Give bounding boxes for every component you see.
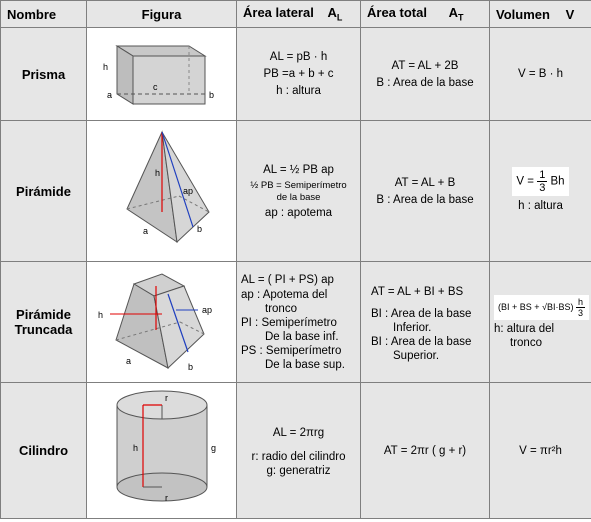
frustum-total-area — [361, 262, 490, 383]
cylinder-label-r-top: r — [164, 393, 168, 403]
frustum-apothem-note: ap : Apotema del — [241, 289, 328, 301]
pyramid-semiperimeter-note-2: de la base — [276, 191, 321, 203]
header-area-total — [361, 1, 490, 28]
header-area-lateral-label: Área lateral — [243, 5, 314, 21]
row-piramide — [1, 121, 591, 262]
prism-volume-formula: V = B · h — [517, 68, 564, 80]
row-name: Pirámide Truncada — [1, 262, 87, 383]
pyramid-label-ap: ap — [182, 185, 193, 196]
cylinder-volume-formula: V = πr²h — [519, 444, 562, 457]
frustum-volume-formula — [494, 295, 589, 320]
prism-lateral-area — [237, 28, 361, 121]
cylinder-illustration — [97, 385, 227, 511]
header-volumen-label: Volumen — [496, 6, 550, 22]
frustum-volume-fraction — [576, 297, 585, 318]
frustum-height-note-2: tronco — [510, 336, 542, 349]
frustum-label-a: a — [125, 355, 131, 366]
frustum-label-ap: ap — [201, 304, 212, 315]
prism-label-a: a — [106, 89, 112, 100]
frustum-ps-note-2: De la base sup. — [265, 359, 345, 371]
prism-label-c: c — [152, 81, 157, 92]
row-name: Pirámide — [1, 121, 87, 262]
prism-label-b: b — [208, 89, 214, 100]
header-row — [1, 1, 591, 28]
header-area-lateral-symbol: $A_L$ — [327, 5, 343, 23]
frustum-total-formula: AT = AL + BI + BS — [371, 285, 464, 298]
frustum-height-note: h: altura del — [494, 322, 555, 335]
pyramid-label-b: b — [196, 223, 202, 234]
cylinder-generatrix-note: g: generatriz — [266, 465, 331, 477]
row-prisma — [1, 28, 591, 121]
frustum-pi-note: PI : Semiperímetro — [241, 317, 337, 329]
cylinder-lateral-area — [237, 383, 361, 519]
prism-label-h: h — [102, 61, 108, 72]
prism-total-area — [361, 28, 490, 121]
cylinder-radius-note: r: radio del cilindro — [251, 451, 346, 463]
pyramid-volume-formula — [512, 167, 568, 196]
row-cilindro — [1, 383, 591, 519]
prism-lateral-formula: AL = pB · h — [269, 51, 328, 63]
header-area-total-label: Área total — [367, 5, 427, 21]
frustum-base-inf-note: BI : Area de la base — [371, 307, 472, 320]
pyramid-volume-lhs: V = — [516, 175, 534, 188]
pyramid-volume-fraction — [537, 169, 547, 194]
row-name: Cilindro — [1, 383, 87, 519]
fraction-denominator: 3 — [539, 181, 546, 194]
prism-volume — [490, 28, 591, 121]
frustum-label-b: b — [187, 361, 193, 372]
pyramid-height-note: h : altura — [518, 199, 563, 212]
frustum-illustration — [92, 264, 232, 376]
pyramid-total-formula: AT = AL + B — [394, 176, 456, 189]
frustum-base-sup-note-2: Superior. — [393, 349, 440, 362]
row-name: Prisma — [1, 28, 87, 121]
prism-total-formula: AT = AL + 2B — [391, 59, 459, 72]
cylinder-volume — [490, 383, 591, 519]
frustum-lateral-formula: AL = ( PI + PS) ap — [241, 274, 334, 286]
frustum-volume-bases: (BI + BS + √BI·BS) — [498, 301, 574, 312]
cylinder-total-formula: AT = 2πr ( g + r) — [383, 444, 467, 457]
header-nombre: Nombre — [1, 1, 87, 28]
pyramid-figure — [87, 121, 237, 262]
pyramid-apothem-note: ap : apotema — [264, 206, 333, 219]
cylinder-label-h: h — [132, 443, 138, 453]
header-figura: Figura — [87, 1, 237, 28]
frustum-label-h: h — [97, 309, 103, 320]
cylinder-label-g: g — [210, 443, 216, 453]
row-piramide-truncada — [1, 262, 591, 383]
header-volumen — [490, 1, 591, 28]
frustum-base-sup-note: BI : Area de la base — [371, 335, 472, 348]
pyramid-label-h: h — [154, 167, 160, 178]
fraction-numerator: 1 — [539, 168, 546, 181]
frustum-pi-note-2: De la base inf. — [265, 331, 339, 343]
pyramid-lateral-area — [237, 121, 361, 262]
header-volumen-symbol: V — [565, 6, 575, 22]
header-area-total-symbol: $A_T$ — [448, 5, 464, 23]
pyramid-volume — [490, 121, 591, 262]
prism-figure — [87, 28, 237, 121]
frustum-apothem-note-2: tronco — [265, 303, 297, 315]
prism-base-note: B : Area de la base — [376, 76, 474, 89]
cylinder-lateral-formula: AL = 2πrg — [272, 427, 325, 439]
pyramid-illustration — [97, 124, 227, 254]
pyramid-total-area — [361, 121, 490, 262]
frustum-volume — [490, 262, 591, 383]
pyramid-label-a: a — [142, 225, 148, 236]
fraction-denominator: 3 — [577, 307, 583, 318]
cylinder-label-r-bottom: r — [164, 493, 168, 503]
frustum-base-inf-note-2: Inferior. — [393, 321, 432, 334]
pyramid-lateral-formula: AL = ½ PB ap — [263, 163, 334, 176]
frustum-figure — [87, 262, 237, 383]
prism-height-note: h : altura — [276, 85, 321, 97]
fraction-numerator: h — [577, 296, 583, 307]
cylinder-total-area — [361, 383, 490, 519]
header-area-lateral — [237, 1, 361, 28]
pyramid-volume-rhs: Bh — [550, 175, 565, 188]
cylinder-figure — [87, 383, 237, 519]
frustum-lateral-area — [237, 262, 361, 383]
frustum-ps-note: PS : Semiperímetro — [241, 345, 342, 357]
prism-illustration — [97, 32, 227, 112]
pyramid-semiperimeter-note: ½ PB = Semiperímetro — [250, 179, 347, 191]
pyramid-base-note: B : Area de la base — [376, 193, 474, 206]
prism-perimeter-formula: PB =a + b + c — [263, 68, 334, 80]
